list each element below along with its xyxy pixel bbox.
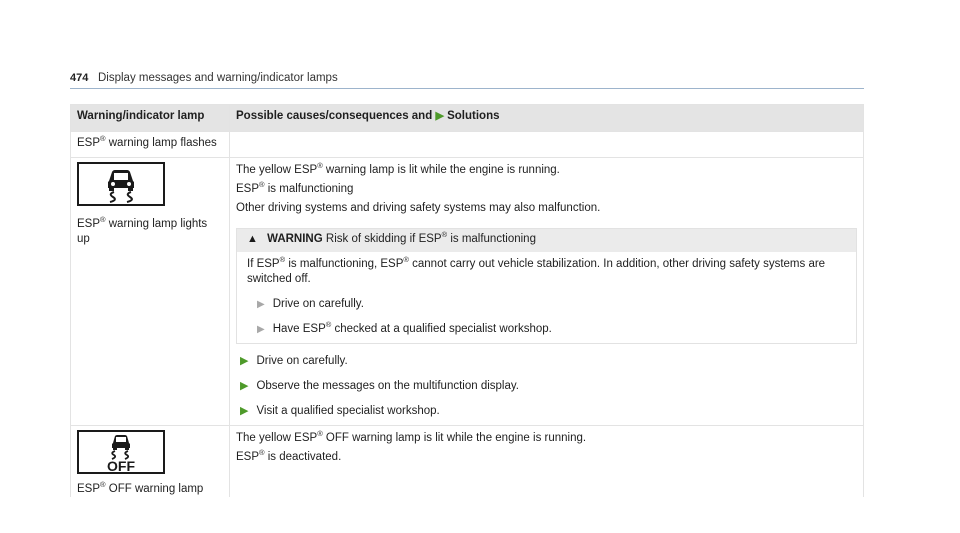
row3-cause-line-2 — [236, 450, 857, 465]
warning-text — [247, 257, 846, 287]
registered-mark: ® — [325, 320, 332, 330]
registered-mark: ® — [259, 448, 265, 458]
registered-mark: ® — [317, 161, 323, 171]
page-number: 474 — [70, 72, 89, 84]
solution-step-text: Observe the messages on the multifunction display. — [256, 380, 519, 392]
solution-step-text: Drive on carefully. — [256, 355, 348, 367]
solution-step — [236, 354, 857, 369]
row2-lamp-cell — [71, 158, 230, 426]
solutions-arrow-icon: ▶ — [435, 110, 444, 122]
row3-lamp-description: OFF warning lamp — [108, 483, 204, 495]
skidding-car-off-icon — [93, 432, 149, 472]
row1-causes-cell — [230, 132, 864, 158]
warning-step-2-prefix: Have ESP — [272, 323, 326, 335]
row2-lamp-caption — [77, 217, 223, 247]
row2-cause-1-suffix: warning lamp is lit while the engine is running. — [325, 164, 560, 176]
registered-mark: ® — [100, 215, 106, 225]
warning-text-a: If ESP — [247, 258, 280, 270]
row2-cause-line-2 — [236, 182, 857, 197]
row2-lamp-description: warning lamp lights up — [77, 218, 208, 245]
row3-lamp-cell — [71, 426, 230, 498]
registered-mark: ® — [403, 255, 409, 265]
warning-step-1 — [247, 297, 846, 312]
row2-esp-label: ESP — [77, 218, 101, 230]
row2-cause-2-prefix: ESP — [236, 183, 260, 195]
row1-lamp-description: warning lamp flashes — [108, 137, 217, 149]
warning-text-c: cannot carry out vehicle stabilization. In addition, other driving safety systems are switched off. — [247, 258, 826, 285]
col-header-causes-text: Possible causes/consequences and — [236, 110, 433, 122]
solution-arrow-icon: ▶ — [240, 355, 249, 367]
row2-causes-cell — [230, 158, 864, 426]
page-title: Display messages and warning/indicator lamps — [98, 72, 338, 84]
step-arrow-icon: ▶ — [257, 299, 265, 310]
registered-mark: ® — [279, 255, 286, 265]
registered-mark: ® — [100, 480, 106, 490]
warning-header — [237, 229, 856, 252]
row2-cause-line-3: Other driving systems and driving safety systems may also malfunction. — [236, 202, 601, 214]
col-header-lamp: Warning/indicator lamp — [71, 105, 230, 132]
table-row — [71, 158, 864, 426]
registered-mark: ® — [317, 429, 323, 439]
warning-heading-suffix: is malfunctioning — [450, 233, 536, 245]
row1-lamp-cell — [71, 132, 230, 158]
table-header-row — [71, 105, 864, 132]
warning-body — [237, 252, 856, 343]
solution-step — [236, 404, 857, 419]
warning-text-b: is malfunctioning, ESP — [288, 258, 404, 270]
warning-lamp-table — [70, 104, 864, 497]
solution-step — [236, 379, 857, 394]
solution-arrow-icon: ▶ — [240, 405, 249, 417]
row3-cause-1-suffix: OFF warning lamp is lit while the engine is running. — [325, 432, 587, 444]
row3-lamp-caption — [77, 482, 223, 497]
registered-mark: ® — [100, 134, 106, 144]
warning-step-2 — [247, 322, 846, 337]
step-arrow-icon: ▶ — [257, 324, 265, 335]
table-row — [71, 426, 864, 498]
row1-esp-label: ESP — [77, 137, 101, 149]
esp-warning-lamp-icon — [77, 162, 165, 206]
col-header-causes — [230, 105, 864, 132]
row3-cause-2-prefix: ESP — [236, 451, 260, 463]
off-text: OFF — [107, 458, 135, 472]
row3-cause-2-suffix: is deactivated. — [267, 451, 342, 463]
row2-cause-1-prefix: The yellow ESP — [236, 164, 318, 176]
row2-cause-2-suffix: is malfunctioning — [267, 183, 354, 195]
warning-step-2-suffix: checked at a qualified specialist workshop. — [334, 323, 552, 335]
solution-step-text: Visit a qualified specialist workshop. — [256, 405, 440, 417]
row3-cause-1-prefix: The yellow ESP — [236, 432, 318, 444]
esp-off-lamp-icon — [77, 430, 165, 474]
row2-cause-line-1 — [236, 163, 857, 178]
skidding-car-icon — [97, 165, 145, 203]
solution-arrow-icon: ▶ — [240, 380, 249, 392]
warning-step-1-text: Drive on carefully. — [272, 298, 364, 310]
table-row — [71, 132, 864, 158]
warning-heading-prefix: Risk of skidding if ESP — [325, 233, 442, 245]
row3-cause-line-1 — [236, 431, 857, 446]
warning-title: WARNING — [267, 233, 323, 245]
registered-mark: ® — [441, 230, 448, 240]
registered-mark: ® — [259, 180, 265, 190]
warning-triangle-icon: ▲ — [247, 233, 258, 245]
warning-box — [236, 228, 857, 344]
col-header-solutions-text: Solutions — [447, 110, 500, 122]
row3-causes-cell — [230, 426, 864, 498]
page-header — [70, 70, 864, 89]
row3-esp-label: ESP — [77, 483, 101, 495]
